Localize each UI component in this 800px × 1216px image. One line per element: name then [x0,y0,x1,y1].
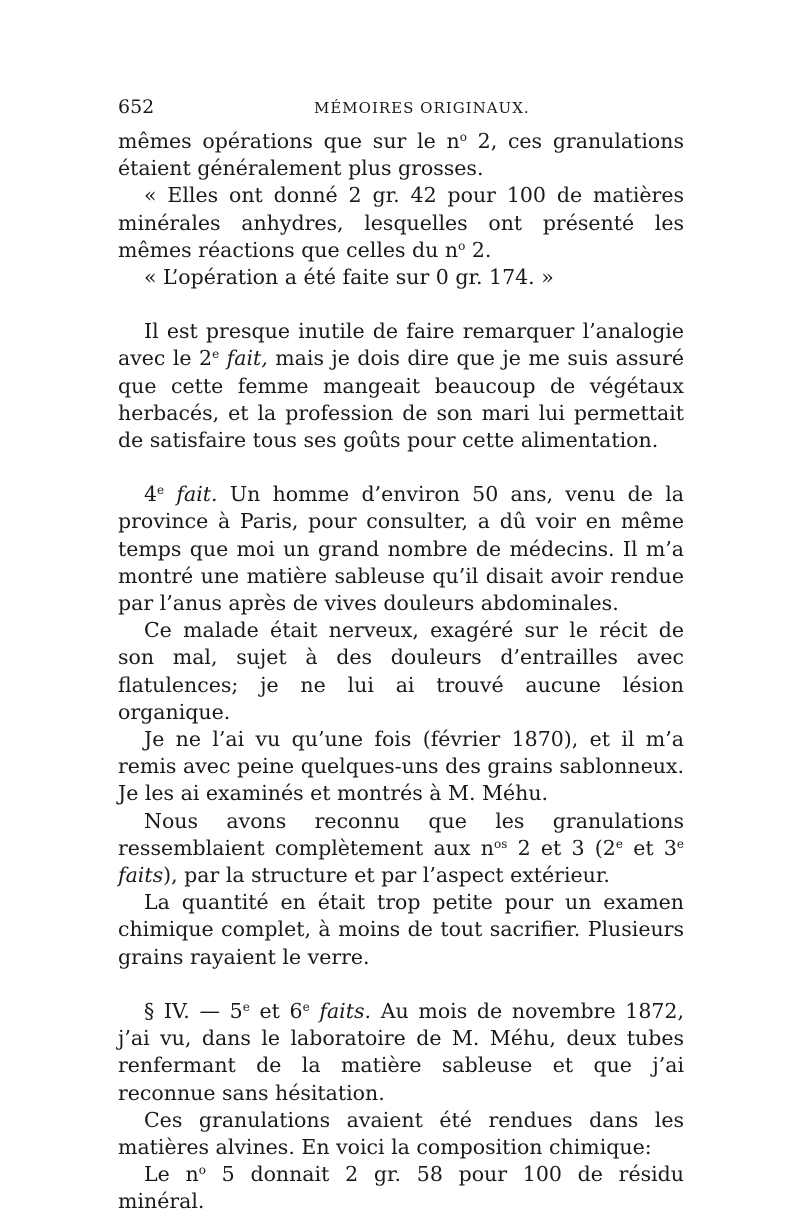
running-title: MÉMOIRES ORIGINAUX. [314,99,530,117]
paragraph-granulations: Ces granulations avaient été rendues dans les matières alvines. En voici la composition chimique: [118,1107,684,1159]
paragraph-spacer [118,291,684,318]
paragraph-resemblance: Nous avons reconnu que les granulations ressemblaient complètement aux $n^{os}$ 2 et 3 (2e et 3e faits), par la structure et par l’aspect extérieur. [118,808,684,888]
paragraph-spacer [118,454,684,481]
paragraph-residue: Le $n^o$ 5 donnait 2 gr. 58 pour 100 de résidu minéral. [118,1162,684,1214]
paragraph-quote-operation: « L’opération a été faite sur 0 gr. 174. » [144,265,554,290]
paragraph-continuation: mêmes opérations que sur le $n^o$ 2, ces granulations étaient généralement plus grosses. [118,129,685,181]
paragraph-single-visit: Je ne l’ai vu qu’une fois (février 1870), et il m’a remis avec peine quelques-uns des grains sablonneux. Je les ai examinés et montrés à M. Méhu. [118,727,684,806]
paragraph-quote-results: « Elles ont donné 2 gr. 42 pour 100 de matières minérales anhydres, lesquelles ont présenté les mêmes réactions que celles du $n^o$ 2. [118,183,684,262]
page-body [118,128,684,1216]
page-number: 652 [118,96,155,118]
page-header [118,96,680,126]
paragraph-patient-nervous: Ce malade était nerveux, exagéré sur le récit de son mal, sujet à des douleurs d’entrailles avec flatulences; je ne lui ai trouvé aucune lésion organique. [118,618,684,724]
paragraph-spacer [118,971,684,998]
paragraph-quantity: La quantité en était trop petite pour un examen chimique complet, à moins de tout sacrifier. Plusieurs grains rayaient le verre. [118,890,684,969]
paragraph-fourth-case: 4e fait. Un homme d’environ 50 ans, venu de la province à Paris, pour consulter, a dû voir en même temps que moi un grand nombre de médecins. Il m’a montré une matière sableuse qu’il disait avoir rendue par l’anus après de vives douleurs abdominales. [118,482,684,616]
paragraph-analogy: Il est presque inutile de faire remarquer l’analogie avec le 2e fait, mais je dois dire que je me suis assuré que cette femme mangeait beaucoup de végétaux herbacés, et la profession de son mari lui permettait de satisfaire tous ses goûts pour cette alimentation. [118,319,685,453]
paragraph-section-iv: § IV. — 5e et 6e faits. Au mois de novembre 1872, j’ai vu, dans le laboratoire de M. Méhu, deux tubes renfermant de la matière sableuse et que j’ai reconnue sans hésitation. [118,998,684,1105]
